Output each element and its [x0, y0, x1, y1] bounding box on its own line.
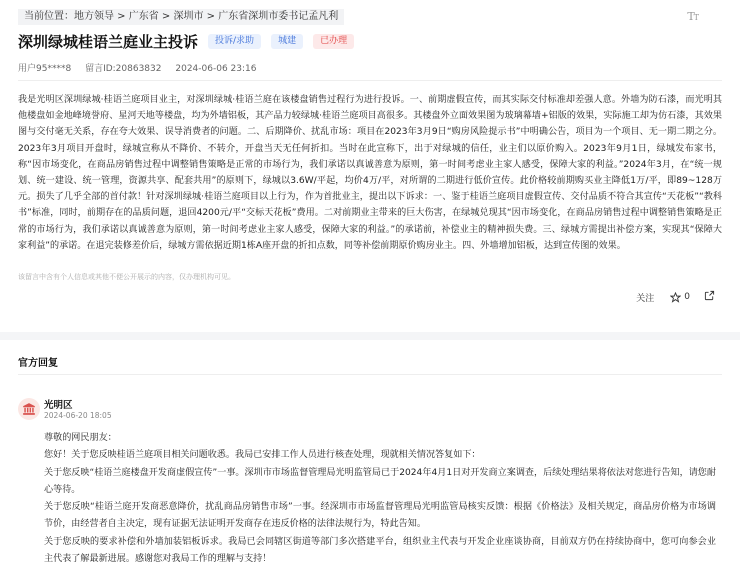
divider	[18, 374, 722, 375]
font-size-icon[interactable]: TT	[687, 10, 698, 23]
reply-org-name: 光明区	[44, 400, 73, 411]
avatar	[18, 398, 40, 420]
share-button[interactable]	[704, 290, 715, 304]
government-building-icon	[22, 402, 36, 416]
reply-paragraph: 您好！关于您反映桂语兰庭项目相关问题收悉。我局已安排工作人员进行核查处理，现就相关情况答复如下：	[44, 450, 481, 461]
reply-section-title: 官方回复	[18, 358, 58, 369]
breadcrumb-item-province[interactable]: 广东省	[128, 11, 159, 22]
follow-button[interactable]: 关注	[636, 293, 655, 304]
message-body: 我是光明区深圳绿城·桂语兰庭项目业主，对深圳绿城·桂语兰庭在该楼盘销售过程行为进行投诉。一、前期虚假宣传，而其实际交付标准却差强人意。外墙为防石漆，而光明其他楼盘如金地峰境誉府、星河天地等楼盘，均为外墙铝板，其产品力较绿城·桂语兰庭项目高很多。其楼盘外立面效果图为玻璃幕墙+铝版的效果，实际施工却为仿石漆，其效果图与交付毫无关系，存在夸大效果、误导消费者的问题。二、后期降价、扰乱市场：项目在2023年3月9日“购房风险提示书”中明确公告，项目为一个项目、无一期二期之分。2023年3月项目开盘时，绿城宣称从不降价、不转介，开盘当天无任何折扣。当时在此宣称下，出于对绿城的信任，业主们以原价购入。2023年9月1日，绿城发布家书，称“因市场变化，在商品房销售过程中调整销售策略是正常的市场行为，我们承诺以真诚善意为原则，第一时间考虑业主家人感受，保障大家的利益。”2024年3月，在“统一规划、统一建设、统一管理，资源共享、配套共用”的原则下，绿城以3.6W/平起，均价4万/平，对所谓的二期进行低价宣传。此价格较前期购买业主降低1万/平，即89~128万元。损失了几乎全部的首付款！针对深圳绿城·桂语兰庭项目以上行为，作为首批业主，提出以下诉求：一、鉴于桂语兰庭项目虚假宣传、交付品质不符合其宣传“天花板”“教科书”标准，同时，前期存在的品质问题，退回4200元/平“交标天花板”费用。二对前期业主带来的巨大伤害，在绿城兑现其“因市场变化，在商品房销售过程中调整销售策略是正常的市场行为，我们承诺以真诚善意为原则，第一时间考虑业主家人感受，保障大家的利益。”的承诺前，补偿业主的精神损失费。三、绿城方需提出补偿方案，实现其“保障大家利益”的承诺。在退完装修差价后，绿城方需依据近期1栋A座开盘的折扣点数，同等补偿前期原价购房业主。四、外墙增加铝板，达到宣传图的效果。	[18, 95, 722, 251]
message-meta	[18, 61, 267, 74]
reply-body	[44, 430, 716, 568]
divider	[18, 80, 722, 81]
type-tag: 投诉/求助	[208, 34, 261, 49]
like-count: 0	[684, 292, 690, 302]
user-name: 用户95****8	[18, 64, 72, 74]
message-date: 2024-06-06 23:16	[175, 64, 257, 74]
reply-paragraph: 关于您反映“桂语兰庭开发商恶意降价，扰乱商品房销售市场”一事。经深圳市市场监督管理局光明监管局核实反馈：根据《价格法》及相关规定，商品房价格为市场调节价，由经营者自主决定，现有证据无法证明开发商存在违反价格的法律法规行为，特此告知。	[44, 502, 716, 530]
share-icon	[704, 290, 715, 301]
reply-paragraph: 关于您反映的要求补偿和外墙加装铝板诉求。我局已会同辖区街道等部门多次搭建平台，组织业主代表与开发企业座谈协商，目前双方仍在持续协商中，您可向参会业主代表了解最新进展。感谢您对我局工作的理解与支持！	[44, 536, 716, 565]
category-tag: 城建	[271, 34, 303, 49]
breadcrumb-item-leaders[interactable]: 地方领导	[74, 11, 114, 22]
action-bar	[636, 290, 715, 304]
status-badge: 已办理	[313, 34, 354, 49]
message-id: 留言ID:20863832	[85, 64, 162, 74]
breadcrumb-item-city[interactable]: 深圳市	[173, 11, 204, 22]
privacy-disclaimer: 该留言中含有个人信息或其他不便公开展示的内容，仅办理机构可见。	[18, 273, 235, 281]
reply-paragraph: 关于您反映“桂语兰庭楼盘开发商虚假宣传”一事。深圳市市场监督管理局光明监管局已于2024年4月1日对开发商立案调查，后续处理结果将依法对您进行告知，请您耐心等待。	[44, 467, 716, 495]
like-button[interactable]	[670, 292, 690, 303]
breadcrumb-prefix: 当前位置：	[24, 11, 74, 22]
title-row	[18, 31, 364, 51]
breadcrumb-separator: >	[158, 11, 174, 22]
breadcrumb-separator: >	[114, 11, 129, 22]
thumbs-up-icon	[670, 292, 681, 303]
breadcrumb-item-leader[interactable]: 广东省深圳市委书记孟凡利	[218, 11, 339, 22]
breadcrumb-separator: >	[203, 11, 219, 22]
reply-date: 2024-06-20 18:05	[44, 411, 112, 420]
breadcrumb	[18, 9, 344, 25]
reply-paragraph: 尊敬的网民朋友：	[44, 433, 117, 443]
page-title: 深圳绿城桂语兰庭业主投诉	[18, 32, 199, 51]
